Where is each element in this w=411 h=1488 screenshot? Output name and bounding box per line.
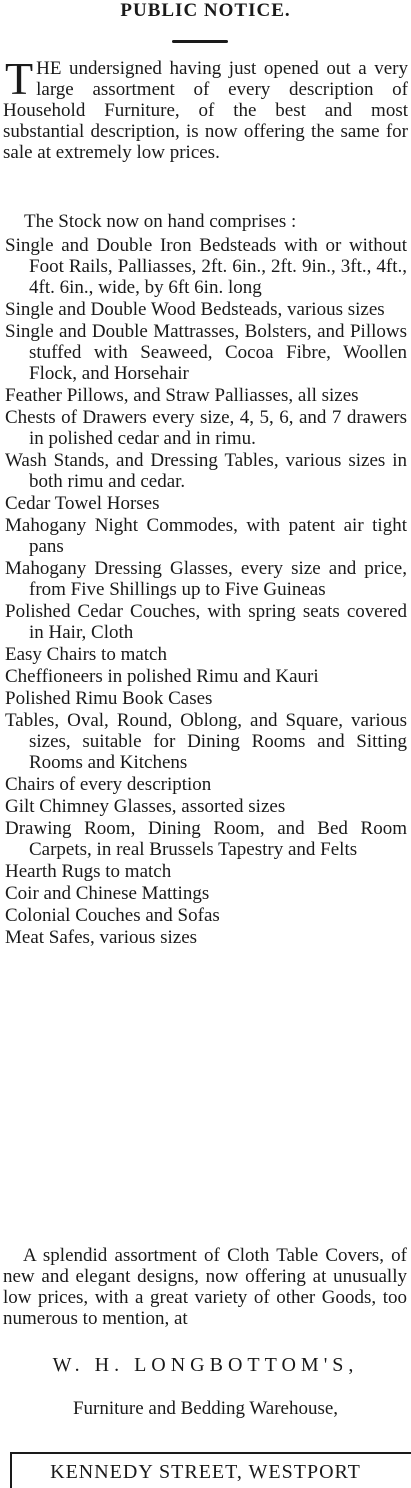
stock-item: Chests of Drawers every size, 4, 5, 6, and 7 drawers in polished cedar and in rimu. xyxy=(5,407,407,449)
stock-item: Mahogany Dressing Glasses, every size and price, from Five Shillings up to Five Guineas xyxy=(5,558,407,600)
stock-item: Colonial Couches and Sofas xyxy=(5,905,220,926)
intro-text: HE undersigned having just opened out a very large assortment of every description of Household Furniture, of the best and most substantial description, is now offering the same for sale at extremely low prices. xyxy=(3,58,408,163)
stock-heading: The Stock now on hand comprises : xyxy=(24,211,297,232)
stock-item: Single and Double Iron Bedsteads with or without Foot Rails, Palliasses, 2ft. 6in., 2ft. 9in., 3ft., 4ft., 4ft. 6in., wide, by 6ft 6in. long xyxy=(5,235,407,298)
firm-name: W. H. LONGBOTTOM'S, xyxy=(52,1354,359,1376)
stock-item: Mahogany Night Commodes, with patent air tight pans xyxy=(5,515,407,557)
stock-item: Hearth Rugs to match xyxy=(5,861,172,882)
warehouse-line: Furniture and Bedding Warehouse, xyxy=(72,1398,339,1419)
stock-item: Cedar Towel Horses xyxy=(5,493,160,514)
stock-item: Easy Chairs to match xyxy=(5,644,167,665)
heading-rule xyxy=(172,40,228,43)
stock-item: Gilt Chimney Glasses, assorted sizes xyxy=(5,796,286,817)
stock-item: Cheffioneers in polished Rimu and Kauri xyxy=(5,666,319,687)
stock-item: Tables, Oval, Round, Oblong, and Square, various sizes, suitable for Dining Rooms and Sitting Rooms and Kitchens xyxy=(5,710,407,773)
stock-item: Feather Pillows, and Straw Palliasses, all sizes xyxy=(5,385,359,406)
intro-dropcap: T xyxy=(5,53,34,104)
stock-item: Coir and Chinese Mattings xyxy=(5,883,210,904)
stock-item: Single and Double Wood Bedsteads, various sizes xyxy=(5,299,385,320)
stock-item: Polished Cedar Couches, with spring seats covered in Hair, Cloth xyxy=(5,601,407,643)
stock-item: Drawing Room, Dining Room, and Bed Room Carpets, in real Brussels Tapestry and Felts xyxy=(5,818,407,860)
stock-item: Single and Double Mattrasses, Bolsters, and Pillows stuffed with Seaweed, Cocoa Fibre, Woollen Flock, and Horsehair xyxy=(5,321,407,384)
notice-heading: PUBLIC NOTICE. xyxy=(120,0,291,21)
stock-item: Wash Stands, and Dressing Tables, various sizes in both rimu and cedar. xyxy=(5,450,407,492)
address-line: KENNEDY STREET, WESTPORT xyxy=(50,1461,361,1483)
stock-item: Meat Safes, various sizes xyxy=(5,927,198,948)
stock-list xyxy=(3,235,407,949)
stock-item: Polished Rimu Book Cases xyxy=(5,688,213,709)
stock-item: Chairs of every description xyxy=(5,774,212,795)
intro-paragraph xyxy=(3,53,408,163)
closing-paragraph: A splendid assortment of Cloth Table Covers, of new and elegant designs, now offering at unusually low prices, with a great variety of other Goods, too numerous to mention, at xyxy=(3,1245,407,1329)
